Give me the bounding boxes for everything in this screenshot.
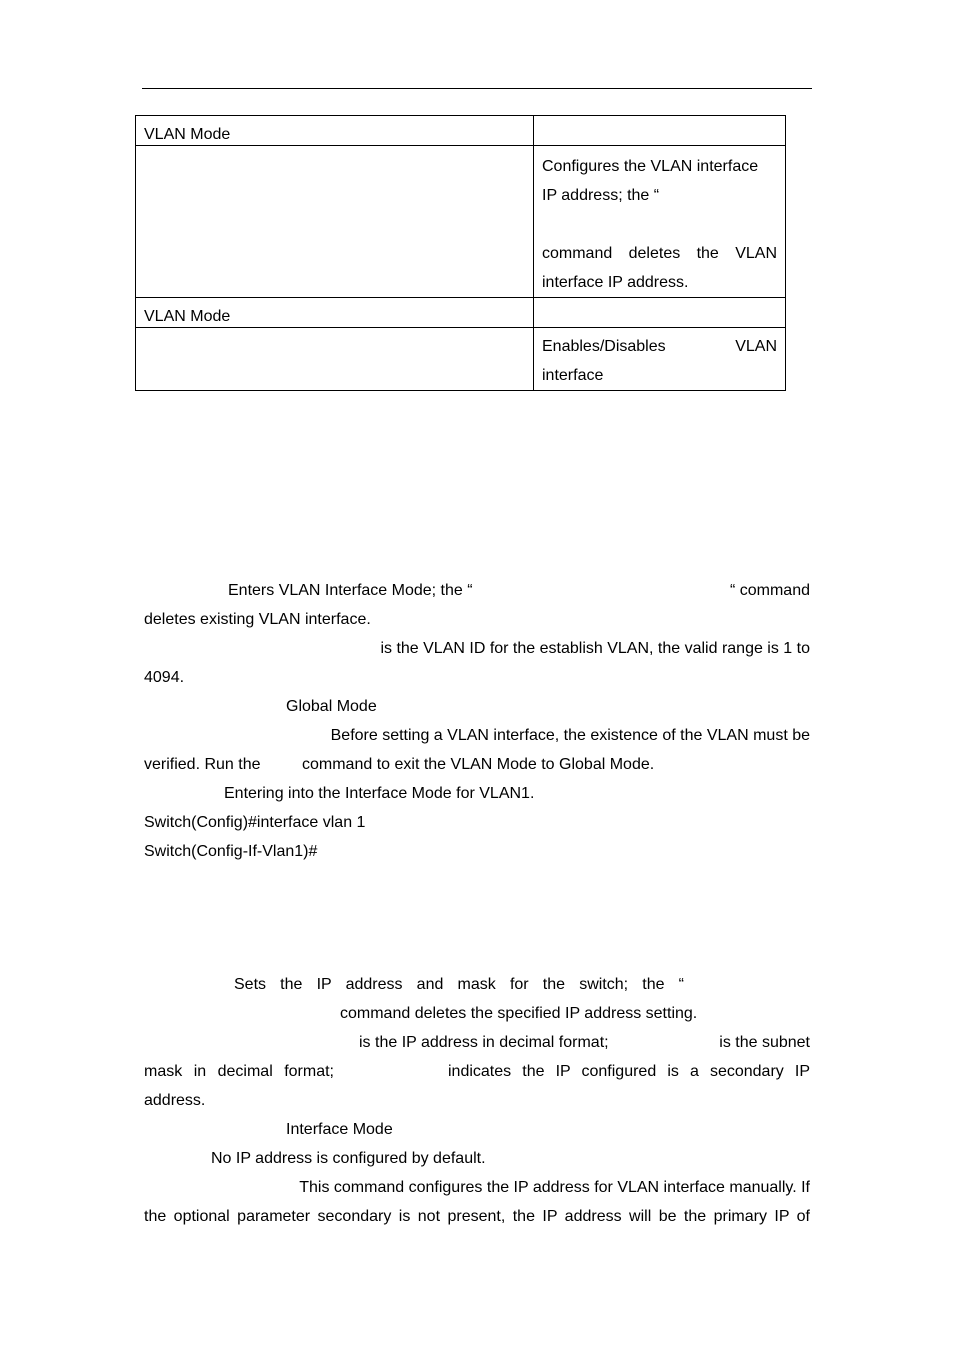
usage-line: Before setting a VLAN interface, the existence of the VLAN must be [330, 727, 810, 744]
parameter-line-2: mask in decimal format; indicates the IP configured is a secondary IP [144, 1063, 810, 1080]
command-cell [136, 146, 534, 298]
mode-label: VLAN Mode [144, 126, 231, 143]
table-row [136, 328, 786, 391]
command-cell [136, 328, 534, 391]
table-row [136, 116, 786, 146]
mode-cell [136, 116, 534, 146]
usage-line-2: the optional parameter secondary is not present, the IP address will be the primary IP of [144, 1208, 810, 1225]
table-row [136, 298, 786, 328]
desc-line: Configures the VLAN interface [542, 158, 759, 175]
function-line-2: command deletes the specified IP address setting. [340, 1005, 698, 1022]
empty-cell [534, 116, 786, 146]
parameter-line: is the IP address in decimal format; is the subnet [359, 1034, 810, 1051]
parameter-line-3: address. [144, 1092, 206, 1109]
usage-line: This command configures the IP address for VLAN interface manually. If [299, 1179, 810, 1196]
example-command: Switch(Config-If-Vlan1)# [144, 843, 318, 860]
section-ip-address [144, 970, 810, 1231]
desc-line: interface [542, 367, 604, 384]
parameter-line: is the VLAN ID for the establish VLAN, the valid range is 1 to [380, 640, 810, 657]
desc-line: Enables/Disables VLAN [542, 338, 777, 355]
desc-line: interface IP address. [542, 274, 689, 291]
description-cell [534, 146, 786, 298]
mode-line: Interface Mode [286, 1121, 393, 1138]
usage-line-2: verified. Run the command to exit the VLAN Mode to Global Mode. [144, 756, 655, 773]
table-row [136, 146, 786, 298]
mode-cell [136, 298, 534, 328]
function-line: Enters VLAN Interface Mode; the “ “ command [228, 582, 810, 599]
desc-line: command deletes the VLAN [542, 245, 777, 262]
function-line: Sets the IP address and mask for the switch; the “ [234, 976, 684, 993]
parameter-line-2: 4094. [144, 669, 185, 686]
section-interface-vlan [144, 576, 810, 866]
empty-cell [534, 298, 786, 328]
mode-label: VLAN Mode [144, 308, 231, 325]
default-line: No IP address is configured by default. [211, 1150, 486, 1167]
example-line: Entering into the Interface Mode for VLAN1. [224, 785, 535, 802]
example-command: Switch(Config)#interface vlan 1 [144, 814, 366, 831]
desc-line: IP address; the “ [542, 187, 660, 204]
mode-line: Global Mode [286, 698, 377, 715]
header-rule [142, 88, 812, 89]
function-line-2: deletes existing VLAN interface. [144, 611, 371, 628]
description-cell [534, 328, 786, 391]
command-table [135, 115, 786, 391]
